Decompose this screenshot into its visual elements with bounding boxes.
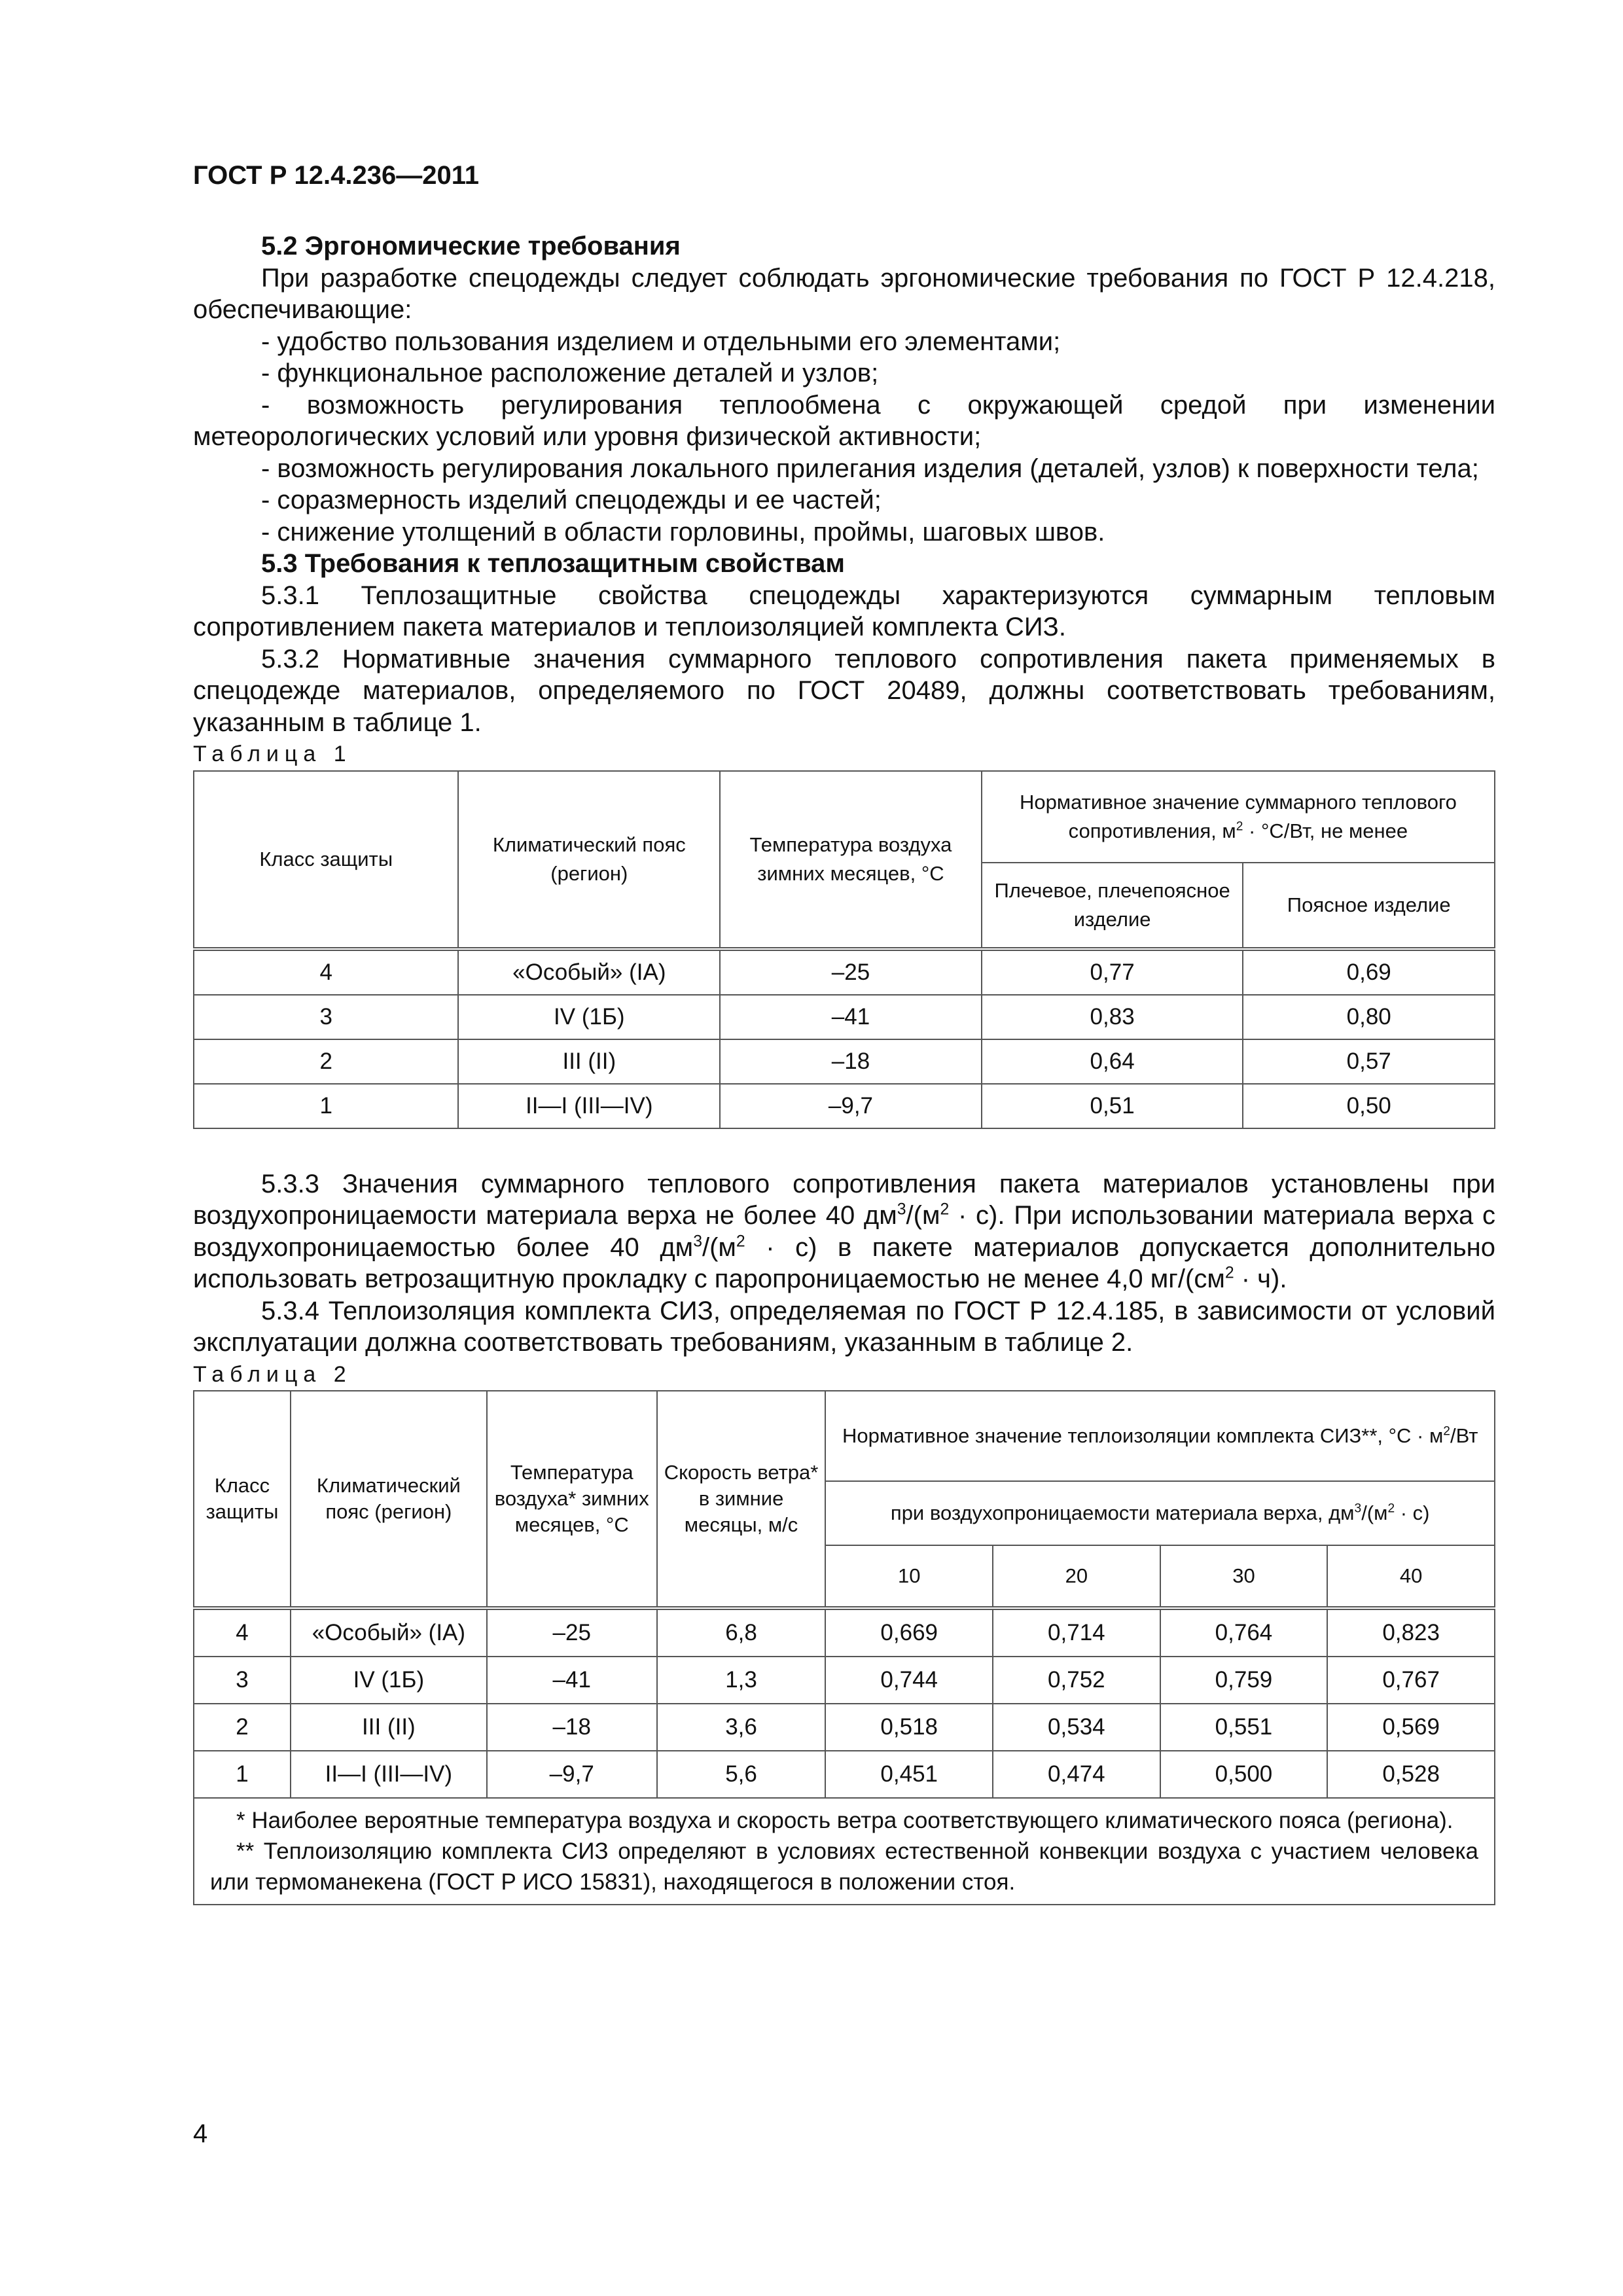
table-cell: 3: [194, 995, 458, 1039]
table-cell: 2: [194, 1704, 291, 1751]
table-1-header-zone: Климатический пояс (регион): [458, 771, 720, 949]
list-item: - соразмерность изделий спецодежды и ее частей;: [261, 486, 882, 514]
table-cell: 0,528: [1327, 1751, 1495, 1798]
table-1-header-shoulder: Плечевое, плечепоясное изделие: [982, 863, 1243, 949]
table-cell: –41: [720, 995, 982, 1039]
table-cell: 6,8: [657, 1608, 826, 1657]
table-cell: 0,752: [993, 1657, 1160, 1704]
table-cell: –25: [720, 949, 982, 995]
table-cell: 0,744: [825, 1657, 993, 1704]
table-cell: «Особый» (IA): [458, 949, 720, 995]
list-item: - удобство пользования изделием и отдельными его элементами;: [261, 327, 1061, 356]
paragraph-5-3-1: 5.3.1 Теплозащитные свойства спецодежды характеризуются суммарным тепловым сопротивлением пакета материалов и теплоизоляцией комплекта СИЗ.: [193, 581, 1495, 641]
table-cell: 0,823: [1327, 1608, 1495, 1657]
text-run: /(м: [1361, 1501, 1388, 1524]
table-cell: 5,6: [657, 1751, 826, 1798]
table-2-header-perm-value: 10: [825, 1545, 993, 1608]
table-cell: II—I (III—IV): [458, 1084, 720, 1128]
table-1: [193, 770, 1495, 1129]
table-cell: –18: [487, 1704, 657, 1751]
table-cell: IV (1Б): [291, 1657, 487, 1704]
table-cell: 4: [194, 949, 458, 995]
table-cell: –25: [487, 1608, 657, 1657]
table-2-header-zone: Климатический пояс (регион): [291, 1391, 487, 1608]
table-cell: –41: [487, 1657, 657, 1704]
document-body: [193, 230, 1495, 1905]
table-cell: –18: [720, 1039, 982, 1084]
table-1-header-belt: Поясное изделие: [1243, 863, 1495, 949]
table-2-header-temp: Температура воздуха* зимних месяцев, °С: [487, 1391, 657, 1608]
section-5-3-title: 5.3 Требования к теплозащитным свойствам: [261, 549, 845, 578]
table-cell: 2: [194, 1039, 458, 1084]
table-cell: II—I (III—IV): [291, 1751, 487, 1798]
text-run: · с). При использовании материала верха с воздухопроницаемостью более 40 дм: [193, 1201, 1495, 1262]
table-row: [194, 1657, 1495, 1704]
table-row: [194, 1751, 1495, 1798]
table-cell: 0,500: [1160, 1751, 1328, 1798]
table-2-header-perm-value: 40: [1327, 1545, 1495, 1608]
table-2-header-norm: [825, 1391, 1495, 1481]
superscript: 2: [1387, 1501, 1395, 1516]
table-cell: 0,669: [825, 1608, 993, 1657]
superscript: 2: [940, 1200, 950, 1219]
table-2-header-permeability: [825, 1481, 1495, 1545]
table-cell: 0,77: [982, 949, 1243, 995]
page-number: 4: [193, 2119, 208, 2148]
superscript: 2: [1224, 1264, 1234, 1282]
table-row: [194, 995, 1495, 1039]
table-cell: III (II): [291, 1704, 487, 1751]
table-2-note-1: * Наиболее вероятные температура воздуха и скорость ветра соответствующего климатического пояса (региона).: [236, 1808, 1454, 1833]
superscript: 3: [897, 1200, 906, 1219]
superscript: 2: [1236, 819, 1243, 834]
superscript: 3: [1354, 1501, 1362, 1516]
paragraph-5-3-3: [193, 1168, 1495, 1295]
table-row: [194, 1039, 1495, 1084]
table-row: [194, 1084, 1495, 1128]
table-cell: 0,51: [982, 1084, 1243, 1128]
table-notes-row: [194, 1798, 1495, 1905]
text-run: · с) в пакете материалов допускается дополнительно использовать ветрозащитную прокладку с паропроницаемостью не менее 4,0 мг/(см: [193, 1232, 1496, 1293]
text-run: при воздухопроницаемости материала верха, дм: [890, 1501, 1355, 1524]
table-1-header-norm: [982, 771, 1495, 863]
table-cell: 0,767: [1327, 1657, 1495, 1704]
list-item: - функциональное расположение деталей и узлов;: [261, 359, 879, 387]
superscript: 2: [1443, 1424, 1450, 1439]
superscript: 3: [693, 1232, 702, 1251]
table-row: [194, 1608, 1495, 1657]
table-1-header-temp: Температура воздуха зимних месяцев, °С: [720, 771, 982, 949]
table-2: [193, 1390, 1495, 1905]
document-header: ГОСТ Р 12.4.236—2011: [193, 161, 479, 190]
table-1-header-norm-text: Нормативное значение суммарного теплового сопротивления, м: [1019, 790, 1457, 842]
table-2-caption: Таблица 2: [193, 1361, 352, 1387]
text-run: · ч).: [1234, 1265, 1287, 1293]
table-cell: 0,83: [982, 995, 1243, 1039]
list-item: - возможность регулирования теплообмена с окружающей средой при изменении метеорологических условий или уровня физической активности;: [193, 390, 1495, 451]
table-cell: 0,764: [1160, 1608, 1328, 1657]
table-cell: 0,759: [1160, 1657, 1328, 1704]
table-cell: 3: [194, 1657, 291, 1704]
superscript: 2: [736, 1232, 745, 1251]
table-cell: 3,6: [657, 1704, 826, 1751]
table-row: [194, 1704, 1495, 1751]
text-run: /(м: [702, 1232, 736, 1262]
table-cell: –9,7: [487, 1751, 657, 1798]
paragraph-5-3-4: 5.3.4 Теплоизоляция комплекта СИЗ, определяемая по ГОСТ Р 12.4.185, в зависимости от условий эксплуатации должна соответствовать требованиям, указанным в таблице 2.: [193, 1296, 1495, 1357]
table-cell: 0,534: [993, 1704, 1160, 1751]
table-cell: 0,64: [982, 1039, 1243, 1084]
text-run: /(м: [906, 1201, 940, 1230]
table-cell: 0,714: [993, 1608, 1160, 1657]
table-cell: «Особый» (IA): [291, 1608, 487, 1657]
table-cell: 0,518: [825, 1704, 993, 1751]
table-cell: 1,3: [657, 1657, 826, 1704]
table-cell: 0,551: [1160, 1704, 1328, 1751]
table-cell: 0,474: [993, 1751, 1160, 1798]
table-cell: 0,80: [1243, 995, 1495, 1039]
table-cell: IV (1Б): [458, 995, 720, 1039]
table-row: [194, 949, 1495, 995]
table-cell: 0,451: [825, 1751, 993, 1798]
section-5-2-intro: При разработке спецодежды следует соблюдать эргономические требования по ГОСТ Р 12.4.218, обеспечивающие:: [193, 263, 1495, 324]
table-cell: 0,57: [1243, 1039, 1495, 1084]
table-2-header-norm-unit: /Вт: [1450, 1424, 1478, 1447]
table-cell: –9,7: [720, 1084, 982, 1128]
text-run: · с): [1395, 1501, 1430, 1524]
table-cell: III (II): [458, 1039, 720, 1084]
table-cell: 0,50: [1243, 1084, 1495, 1128]
table-1-header-norm-unit: · °С/Вт, не менее: [1243, 819, 1408, 842]
table-1-caption: Таблица 1: [193, 742, 352, 766]
table-cell: 1: [194, 1084, 458, 1128]
table-2-header-perm-value: 20: [993, 1545, 1160, 1608]
text-run: 5.3.3 Значения суммарного теплового сопротивления пакета материалов установлены при воздухопроницаемости материала верха не более 40 дм: [193, 1169, 1495, 1230]
table-1-header-class: Класс защиты: [194, 771, 458, 949]
table-2-header-norm-text: Нормативное значение теплоизоляции комплекта СИЗ**, °С · м: [842, 1424, 1444, 1447]
table-2-note-2: ** Теплоизоляцию комплекта СИЗ определяют в условиях естественной конвекции воздуха с участием человека или термоманекена (ГОСТ Р ИСО 15831), находящегося в положении стоя.: [210, 1839, 1478, 1895]
table-2-header-class: Класс защиты: [194, 1391, 291, 1608]
table-cell: 4: [194, 1608, 291, 1657]
table-2-notes: [194, 1798, 1495, 1905]
table-cell: 1: [194, 1751, 291, 1798]
table-2-header-perm-value: 30: [1160, 1545, 1328, 1608]
list-item: - снижение утолщений в области горловины, проймы, шаговых швов.: [261, 517, 1105, 547]
section-5-2-title: 5.2 Эргономические требования: [261, 232, 681, 260]
table-cell: 0,69: [1243, 949, 1495, 995]
paragraph-5-3-2: 5.3.2 Нормативные значения суммарного теплового сопротивления пакета применяемых в спецодежде материалов, определяемого по ГОСТ 20489, должны соответствовать требованиям, указанным в таблице 1.: [193, 644, 1495, 737]
table-2-header-wind: Скорость ветра* в зимние месяцы, м/с: [657, 1391, 826, 1608]
list-item: - возможность регулирования локального прилегания изделия (деталей, узлов) к поверхности тела;: [261, 454, 1479, 483]
table-cell: 0,569: [1327, 1704, 1495, 1751]
